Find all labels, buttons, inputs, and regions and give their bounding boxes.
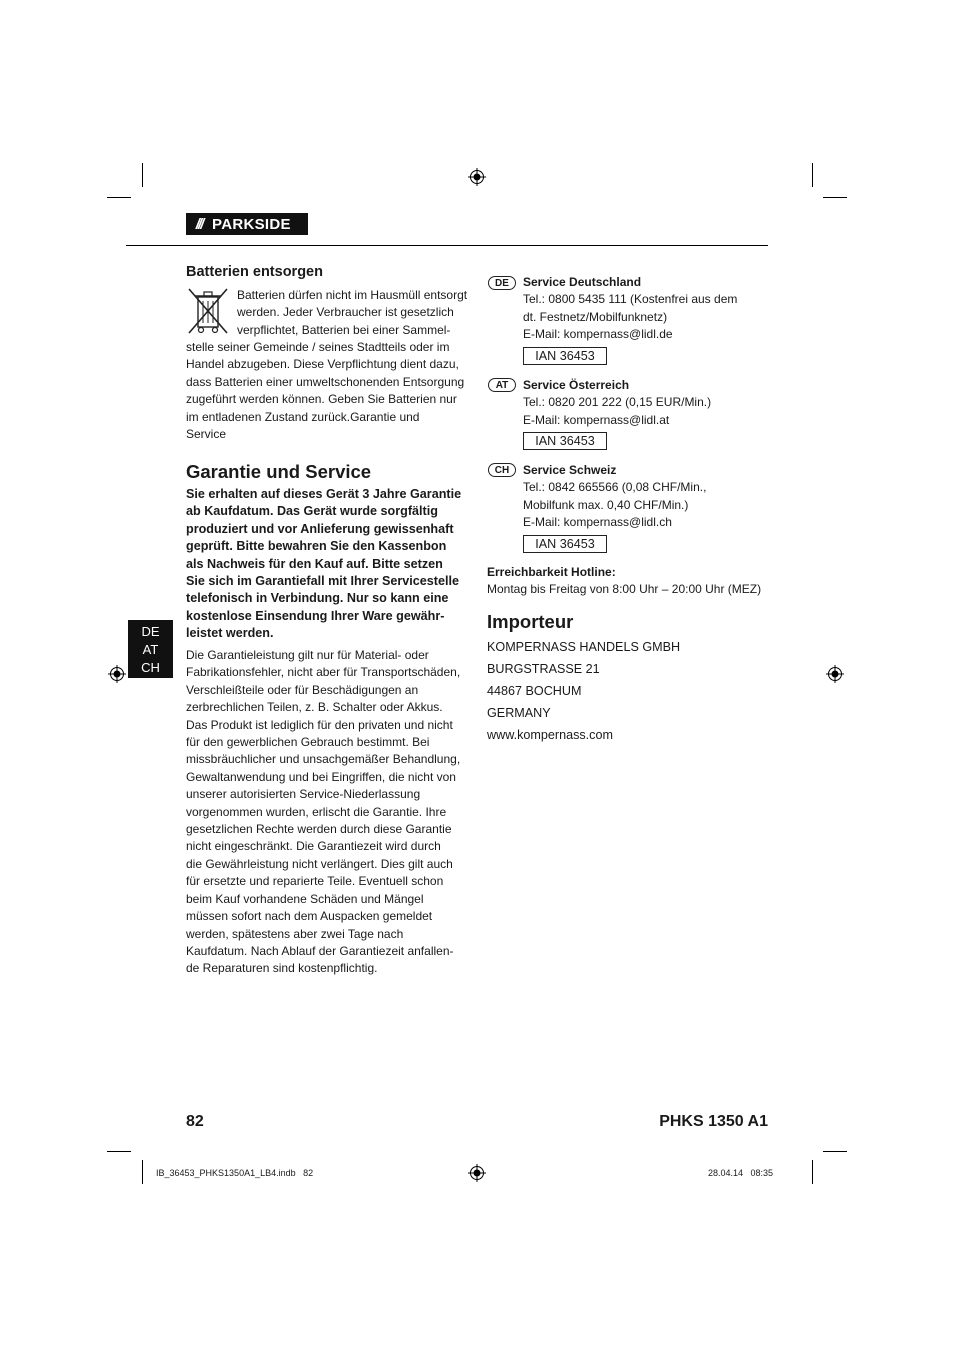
text-line: für ersetzte und reparierte Teile. Eventuell schon [186,874,444,889]
text-line: gesetzlichen Rechte werden durch diese Garantie [186,822,452,837]
logo-stripes: /// [195,215,203,233]
service-oesterreich [523,377,711,429]
hotline-title: Erreichbarkeit Hotline: [487,565,616,579]
lang-at: AT [142,642,159,657]
text-line: E-Mail: kompernass@lidl.ch [523,515,672,530]
text-line: Die Garantieleistung gilt nur für Material- oder [186,648,429,662]
model-number: PHKS 1350 A1 [659,1113,768,1130]
text-line: Kaufdatum. Nach Ablauf der Garantiezeit anfallen- [186,943,454,958]
text-line: müssen sofort nach dem Auspacken gemeldet [186,909,433,924]
text-line: im entladenen Zustand zurück.Garantie und [186,409,420,424]
header-rule [126,245,768,246]
text-line: Gewaltanwendung und bei Eingriffen, die nicht von [186,769,456,784]
text-line: Fabrikationsfehler, nicht aber für Transportschäden, [186,665,461,680]
batteries-text-wrapped [237,287,467,339]
address-line: 44867 BOCHUM [487,684,582,698]
text-line: kostenlose Einsendung Ihrer Ware gewähr- [186,608,445,623]
address-line: BURGSTRASSE 21 [487,662,600,676]
text-line: de Reparaturen sind kostenpflichtig. [186,961,378,976]
garantie-bold-text [186,486,461,643]
text-line: zerbrechlichen Teilen, z. B. Schalter oder Akkus. [186,700,443,715]
text-line: Batterien dürfen nicht im Hausmüll entsorgt [237,288,468,302]
garantie-heading: Garantie und Service [186,461,372,482]
text-line: dt. Festnetz/Mobilfunknetz) [523,309,668,324]
registration-mark-icon [468,1164,486,1182]
website-link: www.kompernass.com [487,728,613,742]
crop-mark [823,1151,847,1152]
text-line: missbräuchlicher und unsachgemäßer Behandlung, [186,752,461,767]
text-line: geprüft. Bitte bewahren Sie den Kassenbon [186,539,447,554]
text-line: vorgenommen wurden, erlischt die Garantie. Ihre [186,804,447,819]
text-line: Sie erhalten auf dieses Gerät 3 Jahre Garantie [186,487,462,501]
text-line: unserer autorisierten Service-Niederlassung [186,787,421,802]
address-line: GERMANY [487,706,551,720]
ian-box: IAN 36453 [523,535,607,553]
text-line: Verschleißteile oder für Beschädigungen an [186,682,419,697]
text-line: Tel.: 0820 201 222 (0,15 EUR/Min.) [523,395,712,410]
registration-mark-icon [468,168,486,186]
crop-mark [823,197,847,198]
text-line: Das Produkt ist lediglich für den privaten und nicht [186,717,453,732]
text-line: als Nachweis für den Kauf auf. Bitte setzen [186,556,443,571]
service-title: Service Deutschland [523,275,642,289]
registration-mark-icon [826,665,844,683]
ian-box: IAN 36453 [523,432,607,450]
registration-mark-icon [108,665,126,683]
text-line: produziert und vor Anlieferung gewissenhaft [186,521,454,536]
logo-text: PARKSIDE [212,215,291,233]
parkside-logo [186,213,308,235]
text-line: zugeführt werden können. Geben Sie Batterien nur [186,392,457,407]
text-line: für den gewerblichen Gebrauch bestimmt. Bei [186,735,430,750]
badge-ch: CH [488,463,516,477]
garantie-text [186,647,460,978]
crop-mark [812,1160,813,1184]
service-title: Service Schweiz [523,463,617,477]
service-deutschland [523,274,737,344]
text-line: telefonisch in Verbindung. Nur so kann eine [186,591,449,606]
slug-datetime: 28.04.14 08:35 [708,1168,774,1178]
text-line: werden, spätestens aber zwei Tage nach [186,926,404,941]
text-line: werden. Jeder Verbraucher ist gesetzlich [237,305,454,320]
text-line: nicht eingeschränkt. Die Garantiezeit wird durch [186,839,441,854]
crop-mark [142,163,143,187]
lang-ch: CH [141,660,160,675]
address-line: KOMPERNASS HANDELS GMBH [487,640,681,654]
service-title: Service Österreich [523,378,630,392]
text-line: Sie sich im Garantiefall mit Ihrer Servicestelle [186,574,459,589]
slug-file: IB_36453_PHKS1350A1_LB4.indb 82 [156,1168,314,1178]
text-line: E-Mail: kompernass@lidl.de [523,327,673,342]
badge-at: AT [488,378,516,392]
service-schweiz [523,462,706,532]
text-line: dass Batterien einer umweltschonenden Entsorgung [186,374,465,389]
crop-mark [142,1160,143,1184]
text-line: die Gewährleistung nicht verlängert. Dies gilt auch [186,856,453,871]
text-line: ab Kaufdatum. Das Gerät wurde sorgfältig [186,504,438,519]
text-line: leistet werden. [186,626,274,641]
language-tab [128,620,173,678]
batteries-text [186,339,464,443]
crop-mark [812,163,813,187]
crop-mark [107,1151,131,1152]
importeur-heading: Importeur [487,611,574,632]
text-line: Mobilfunk max. 0,40 CHF/Min.) [523,497,689,512]
text-line: E-Mail: kompernass@lidl.at [523,412,670,427]
crop-mark [107,197,131,198]
page-number: 82 [186,1113,204,1130]
text-line: Handel abzugeben. Diese Verpflichtung dient dazu, [186,357,459,372]
text-line: beim Kauf vorhandene Schäden und Mängel [186,891,424,906]
badge-de: DE [488,276,516,290]
text-line: Tel.: 0800 5435 111 (Kostenfrei aus dem [523,292,738,307]
ian-box: IAN 36453 [523,347,607,365]
text-line: Service [186,427,227,442]
importeur-address [487,636,680,746]
hotline-text: Montag bis Freitag von 8:00 Uhr – 20:00 Uhr (MEZ) [487,582,762,596]
text-line: verpflichtet, Batterien bei einer Sammel- [237,322,451,337]
crossed-bin-icon [186,287,230,335]
lang-de: DE [141,624,160,639]
text-line: stelle seiner Gemeinde / seines Stadtteils oder im [186,340,450,354]
batteries-heading: Batterien entsorgen [186,264,323,280]
text-line: Tel.: 0842 665566 (0,08 CHF/Min., [523,480,707,495]
